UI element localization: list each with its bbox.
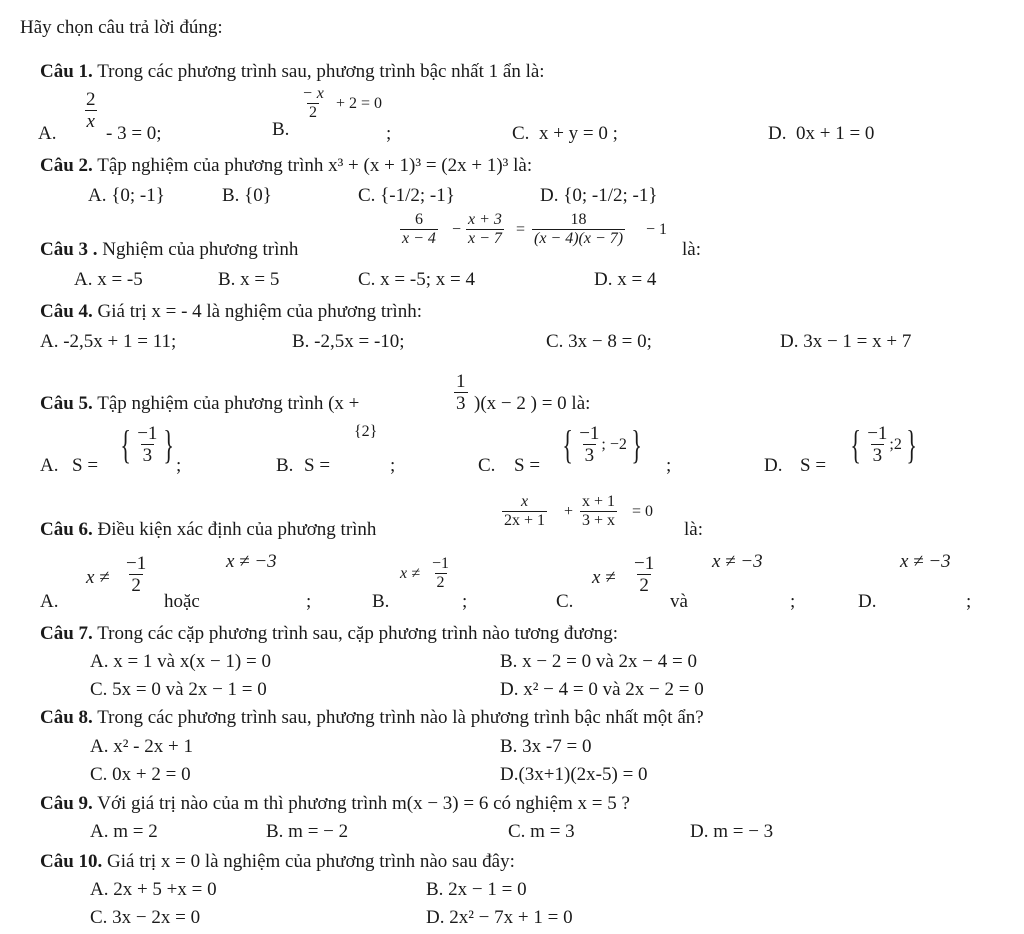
question-5-text: Tập nghiệm của phương trình (x + xyxy=(97,393,360,414)
q3-fraction-2 xyxy=(466,212,504,247)
question-3-label: Câu 3 . xyxy=(40,239,98,260)
q3-f3-numerator: 18 xyxy=(570,211,587,228)
q6-option-c-letter: C. xyxy=(556,591,574,612)
q5-d-fraction xyxy=(865,424,889,465)
q3-minus: − xyxy=(452,221,462,238)
question-5 xyxy=(40,394,359,413)
q6-plus: + xyxy=(564,503,574,520)
q6-option-b-fraction xyxy=(430,556,451,591)
q1-d-text: 0x + 1 = 0 xyxy=(795,123,875,144)
q5-option-b-s: S = xyxy=(304,455,331,476)
q6-option-c-neq: x ≠ xyxy=(592,567,616,588)
q6-c-numerator: −1 xyxy=(634,553,655,574)
question-7 xyxy=(40,624,618,643)
q5-option-d-s: S = xyxy=(800,455,827,476)
q6-a-numerator: −1 xyxy=(126,553,147,574)
question-9-label: Câu 9. xyxy=(40,793,93,814)
q6-fraction-1 xyxy=(502,494,547,529)
q10-option-a: A. 2x + 5 +x = 0 xyxy=(90,879,217,900)
q6-option-c-and: và xyxy=(670,591,688,612)
q1-d-letter: D. xyxy=(768,123,787,144)
q3-fraction-3 xyxy=(532,212,625,247)
question-4-text: Giá trị x = - 4 là nghiệm của phương trình: xyxy=(97,301,422,322)
q1-option-d xyxy=(768,124,874,143)
q1-option-a-rest: - 3 = 0; xyxy=(106,123,162,144)
q5-c-fraction xyxy=(577,424,601,465)
q6-b-numerator: −1 xyxy=(432,555,450,572)
q6-option-c-fraction xyxy=(632,554,656,595)
q8-option-a: A. x² - 2x + 1 xyxy=(90,736,193,757)
q5-option-b-letter: B. xyxy=(276,455,294,476)
q6-f2-numerator: x + 1 xyxy=(582,493,616,510)
q5-option-c-set: { $\frac{-1}{3}$ ; −2 } xyxy=(562,421,642,467)
q5-a-denominator: 3 xyxy=(142,445,153,466)
q6-fraction-2 xyxy=(580,494,617,529)
q5-option-c-semicolon: ; xyxy=(666,455,672,476)
q6-a-denominator: 2 xyxy=(131,575,141,596)
question-5-label: Câu 5. xyxy=(40,393,93,414)
q5-option-d-set: { $\frac{-1}{3}$ ;2 } xyxy=(850,421,917,467)
q5-option-b-set: {2} xyxy=(354,423,378,440)
q6-option-a-x3: x ≠ −3 xyxy=(226,551,277,572)
q2-option-d: D. {0; -1/2; -1} xyxy=(540,185,658,206)
q5-text-end: )(x − 2 ) = 0 là: xyxy=(474,393,591,414)
q5-denominator: 3 xyxy=(456,393,466,414)
question-10 xyxy=(40,852,515,871)
question-6-label: Câu 6. xyxy=(40,519,93,540)
question-9-text: Với giá trị nào của m thì phương trình m(x − 3) = 6 có nghiệm x = 5 ? xyxy=(97,793,630,814)
q5-d-numerator: −1 xyxy=(867,423,888,444)
q6-option-a-semicolon: ; xyxy=(306,591,312,612)
q4-option-c: C. 3x − 8 = 0; xyxy=(546,331,652,352)
q1-option-a-letter: A. xyxy=(38,123,57,144)
q6-option-d-semicolon: ; xyxy=(966,591,972,612)
q1-option-b-semicolon: ; xyxy=(386,123,392,144)
q6-b-denominator: 2 xyxy=(436,574,445,591)
q9-option-d: D. m = − 3 xyxy=(690,821,774,842)
q3-option-b: B. x = 5 xyxy=(218,269,280,290)
q7-option-a: A. x = 1 và x(x − 1) = 0 xyxy=(90,651,271,672)
q6-option-b-neq: x ≠ xyxy=(400,565,420,582)
q5-fraction xyxy=(454,372,468,413)
q7-option-c: C. 5x = 0 và 2x − 1 = 0 xyxy=(90,679,267,700)
q5-d-denominator: 3 xyxy=(872,445,883,466)
q5-c-numerator: −1 xyxy=(579,423,600,444)
q3-tail: − 1 xyxy=(646,221,668,238)
q2-option-c: C. {-1/2; -1} xyxy=(358,185,455,206)
q5-c-tail: ; −2 xyxy=(601,435,627,453)
q5-option-a-set: { $\frac{-1}{3}$ } xyxy=(120,421,175,467)
q2-option-a: A. {0; -1} xyxy=(88,185,165,206)
question-4 xyxy=(40,302,422,321)
q5-option-d-letter: D. xyxy=(764,455,783,476)
q3-end: là: xyxy=(682,239,701,260)
q7-option-d: D. x² − 4 = 0 và 2x − 2 = 0 xyxy=(500,679,704,700)
q7-option-b: B. x − 2 = 0 và 2x − 4 = 0 xyxy=(500,651,697,672)
q10-option-d: D. 2x² − 7x + 1 = 0 xyxy=(426,907,573,928)
q6-f1-numerator: x xyxy=(520,493,529,510)
q3-f2-denominator: x − 7 xyxy=(468,230,502,247)
q5-option-c-s: S = xyxy=(514,455,541,476)
q6-f1-denominator: 2x + 1 xyxy=(504,512,546,529)
q6-option-d-letter: D. xyxy=(858,591,877,612)
q3-fraction-1 xyxy=(400,212,438,247)
question-2-text: Tập nghiệm của phương trình x³ + (x + 1)³ = (2x + 1)³ là: xyxy=(97,155,533,176)
q5-option-a-semicolon: ; xyxy=(176,455,182,476)
q5-a-fraction xyxy=(135,424,159,465)
q1-a-denominator: x xyxy=(86,111,95,132)
q8-option-d: D.(3x+1)(2x-5) = 0 xyxy=(500,764,648,785)
q9-option-c: C. m = 3 xyxy=(508,821,575,842)
question-6 xyxy=(40,520,376,539)
question-3-text: Nghiệm của phương trình xyxy=(102,239,299,260)
q3-option-c: C. x = -5; x = 4 xyxy=(358,269,475,290)
q10-option-b: B. 2x − 1 = 0 xyxy=(426,879,527,900)
q1-option-a-fraction xyxy=(84,90,98,131)
question-8 xyxy=(40,708,704,727)
q1-option-b-letter: B. xyxy=(272,119,290,140)
q4-option-d: D. 3x − 1 = x + 7 xyxy=(780,331,912,352)
q6-f2-denominator: 3 + x xyxy=(582,512,616,529)
q5-a-numerator: −1 xyxy=(137,423,158,444)
q6-option-c-x3: x ≠ −3 xyxy=(712,551,763,572)
q6-option-b-letter: B. xyxy=(372,591,390,612)
q6-end: là: xyxy=(684,519,703,540)
q6-option-a-letter: A. xyxy=(40,591,59,612)
q3-option-a: A. x = -5 xyxy=(74,269,143,290)
q6-c-denominator: 2 xyxy=(639,575,649,596)
q1-option-b-rest: + 2 = 0 xyxy=(336,95,383,112)
q8-option-b: B. 3x -7 = 0 xyxy=(500,736,592,757)
q4-option-a: A. -2,5x + 1 = 11; xyxy=(40,331,177,352)
q9-option-b: B. m = − 2 xyxy=(266,821,349,842)
q5-option-c-letter: C. xyxy=(478,455,496,476)
q1-b-numerator: − x xyxy=(302,85,324,102)
question-7-text: Trong các cặp phương trình sau, cặp phương trình nào tương đương: xyxy=(97,623,618,644)
question-7-label: Câu 7. xyxy=(40,623,93,644)
q3-option-d: D. x = 4 xyxy=(594,269,657,290)
q2-option-b: B. {0} xyxy=(222,185,272,206)
q3-equals: = xyxy=(516,221,526,238)
q4-option-b: B. -2,5x = -10; xyxy=(292,331,405,352)
question-10-label: Câu 10. xyxy=(40,851,103,872)
q3-f1-denominator: x − 4 xyxy=(402,230,436,247)
q3-f1-numerator: 6 xyxy=(414,211,423,228)
q8-option-c: C. 0x + 2 = 0 xyxy=(90,764,191,785)
q6-option-d-x3: x ≠ −3 xyxy=(900,551,951,572)
question-2-label: Câu 2. xyxy=(40,155,93,176)
q1-option-c xyxy=(512,124,618,143)
q3-f3-denominator: (x − 4)(x − 7) xyxy=(534,230,624,247)
q1-c-letter: C. xyxy=(512,123,530,144)
q5-c-denominator: 3 xyxy=(584,445,595,466)
q5-d-tail: ;2 xyxy=(889,435,902,453)
question-3 xyxy=(40,240,298,259)
q5-option-b-semicolon: ; xyxy=(390,455,396,476)
q9-option-a: A. m = 2 xyxy=(90,821,158,842)
q6-option-c-semicolon: ; xyxy=(790,591,796,612)
question-4-label: Câu 4. xyxy=(40,301,93,322)
q1-option-b-fraction xyxy=(300,86,326,121)
q6-option-b-semicolon: ; xyxy=(462,591,468,612)
question-2 xyxy=(40,156,532,175)
instruction: Hãy chọn câu trả lời đúng: xyxy=(20,17,223,38)
question-6-text: Điều kiện xác định của phương trình xyxy=(97,519,377,540)
q3-f2-numerator: x + 3 xyxy=(468,211,502,228)
question-1-text: Trong các phương trình sau, phương trình bậc nhất 1 ẩn là: xyxy=(97,61,545,82)
question-8-label: Câu 8. xyxy=(40,707,93,728)
q5-option-a-letter: A. xyxy=(40,455,59,476)
q1-b-denominator: 2 xyxy=(308,104,317,121)
q5-numerator: 1 xyxy=(456,371,466,392)
q6-option-a-neq: x ≠ xyxy=(86,567,110,588)
question-9 xyxy=(40,794,630,813)
q6-equals: = 0 xyxy=(632,503,654,520)
q10-option-c: C. 3x − 2x = 0 xyxy=(90,907,201,928)
q6-option-a-fraction xyxy=(124,554,148,595)
question-1 xyxy=(40,62,545,81)
question-10-text: Giá trị x = 0 là nghiệm của phương trình nào sau đây: xyxy=(107,851,515,872)
question-1-label: Câu 1. xyxy=(40,61,93,82)
question-8-text: Trong các phương trình sau, phương trình nào là phương trình bậc nhất một ẩn? xyxy=(97,707,704,728)
q5-option-a-s: S = xyxy=(72,455,99,476)
q1-c-text: x + y = 0 ; xyxy=(538,123,618,144)
q1-a-numerator: 2 xyxy=(86,89,96,110)
q6-option-a-or: hoặc xyxy=(164,591,200,612)
